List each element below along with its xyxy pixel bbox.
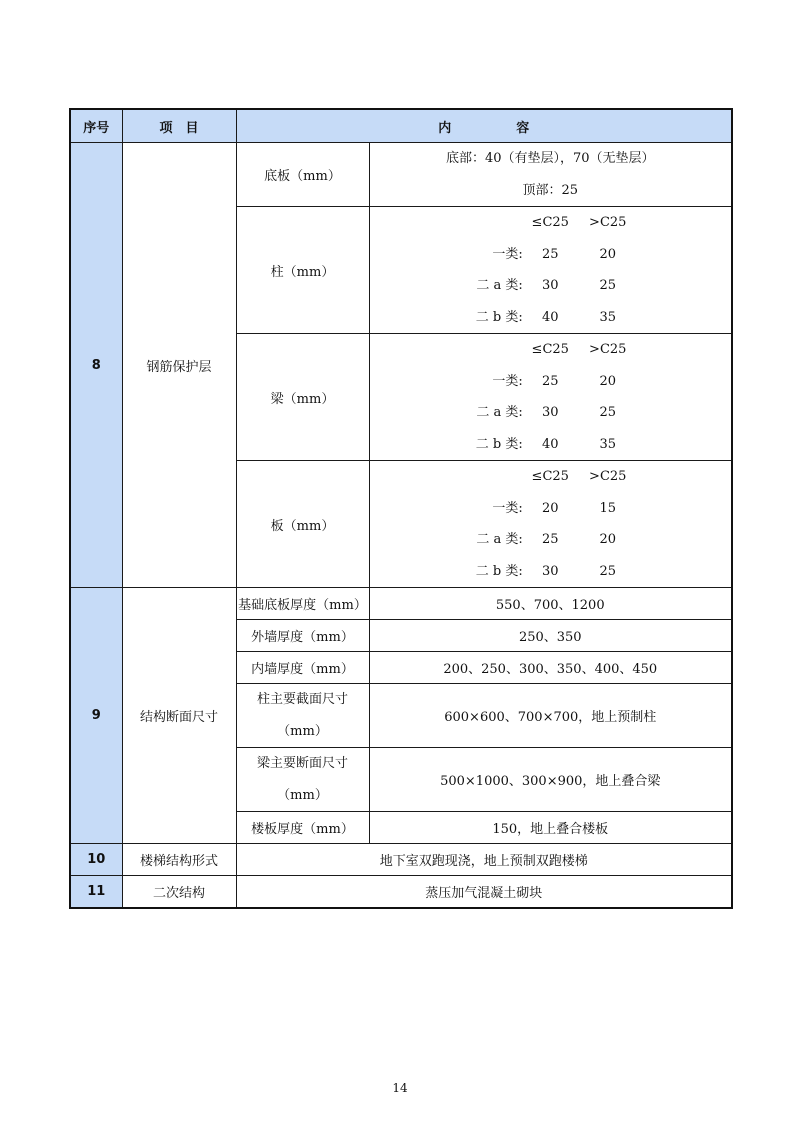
label-line: （mm） bbox=[277, 787, 328, 803]
grid-row bbox=[370, 270, 732, 302]
grid-row bbox=[370, 493, 732, 525]
page-number: 14 bbox=[392, 1081, 408, 1095]
sub-item-value bbox=[369, 143, 732, 207]
env-class: 一类: bbox=[492, 500, 523, 516]
env-class: 二 b 类: bbox=[475, 309, 523, 325]
grid-header bbox=[370, 461, 732, 493]
env-class: 一类: bbox=[492, 373, 523, 389]
cover-value: 40 bbox=[541, 436, 559, 452]
row-item: 楼梯结构形式 bbox=[122, 844, 236, 876]
env-class: 二 b 类: bbox=[475, 563, 523, 579]
env-class: 二 b 类: bbox=[475, 436, 523, 452]
cover-value: 15 bbox=[599, 500, 617, 516]
cover-value: 20 bbox=[599, 373, 617, 389]
row-item: 二次结构 bbox=[122, 876, 236, 908]
row-number: 8 bbox=[70, 143, 122, 588]
table-header-row bbox=[70, 109, 732, 143]
spec-table bbox=[69, 108, 733, 909]
sub-item-label: 板（mm） bbox=[236, 461, 369, 588]
cover-value: 20 bbox=[599, 246, 617, 262]
grid-row bbox=[370, 429, 732, 461]
sub-item-label: 基础底板厚度（mm） bbox=[236, 588, 369, 620]
sub-item-value: 500×1000、300×900，地上叠合梁 bbox=[369, 748, 732, 812]
row-number: 9 bbox=[70, 588, 122, 844]
value-line: 底部：40（有垫层），70（无垫层） bbox=[445, 151, 655, 166]
row-item: 钢筋保护层 bbox=[122, 143, 236, 588]
cover-value: 30 bbox=[541, 563, 559, 579]
grid-row bbox=[370, 556, 732, 588]
grade-high: >C25 bbox=[589, 342, 627, 357]
sub-item-label bbox=[236, 748, 369, 812]
header-no: 序号 bbox=[70, 109, 122, 143]
row-value: 蒸压加气混凝土砌块 bbox=[236, 876, 732, 908]
sub-item-label: 楼板厚度（mm） bbox=[236, 812, 369, 844]
row-item: 结构断面尺寸 bbox=[122, 588, 236, 844]
grade-low: ≤C25 bbox=[531, 469, 569, 484]
sub-item-value: 600×600、700×700，地上预制柱 bbox=[369, 684, 732, 748]
sub-item-label: 梁（mm） bbox=[236, 334, 369, 461]
env-class: 一类: bbox=[492, 246, 523, 262]
row-value: 地下室双跑现浇，地上预制双跑楼梯 bbox=[236, 844, 732, 876]
cover-value: 25 bbox=[541, 373, 559, 389]
sub-item-value: 200、250、300、350、400、450 bbox=[369, 652, 732, 684]
label-line: 柱主要截面尺寸 bbox=[256, 692, 348, 707]
sub-item-label: 柱（mm） bbox=[236, 207, 369, 334]
env-class: 二 a 类: bbox=[476, 532, 523, 547]
cover-grid bbox=[369, 334, 732, 461]
table-row bbox=[70, 588, 732, 620]
env-class: 二 a 类: bbox=[476, 278, 523, 293]
label-line: 梁主要断面尺寸 bbox=[256, 756, 348, 771]
sub-item-label bbox=[236, 684, 369, 748]
grid-row bbox=[370, 397, 732, 429]
sub-item-value: 250、350 bbox=[369, 620, 732, 652]
cover-grid bbox=[369, 461, 732, 588]
cover-value: 25 bbox=[541, 532, 559, 547]
cover-value: 25 bbox=[541, 246, 559, 262]
sub-item-value: 550、700、1200 bbox=[369, 588, 732, 620]
cover-value: 30 bbox=[541, 405, 559, 420]
sub-item-label: 内墙厚度（mm） bbox=[236, 652, 369, 684]
cover-value: 25 bbox=[599, 405, 617, 420]
table-row bbox=[70, 876, 732, 908]
grade-low: ≤C25 bbox=[531, 342, 569, 357]
header-content: 内 容 bbox=[236, 109, 732, 143]
label-line: （mm） bbox=[277, 723, 328, 739]
sub-item-label: 外墙厚度（mm） bbox=[236, 620, 369, 652]
table-row bbox=[70, 844, 732, 876]
cover-grid bbox=[369, 207, 732, 334]
grid-row bbox=[370, 239, 732, 271]
cover-value: 25 bbox=[599, 278, 617, 293]
grade-low: ≤C25 bbox=[531, 215, 569, 230]
sub-item-label: 底板（mm） bbox=[236, 143, 369, 207]
cover-value: 25 bbox=[599, 563, 617, 579]
table-row bbox=[70, 143, 732, 207]
grid-header bbox=[370, 334, 732, 366]
cover-value: 40 bbox=[541, 309, 559, 325]
grid-row bbox=[370, 366, 732, 398]
header-item: 项 目 bbox=[122, 109, 236, 143]
value-line: 顶部：25 bbox=[522, 182, 579, 198]
cover-value: 20 bbox=[541, 500, 559, 516]
cover-value: 30 bbox=[541, 278, 559, 293]
cover-value: 20 bbox=[599, 532, 617, 547]
row-number: 10 bbox=[70, 844, 122, 876]
cover-value: 35 bbox=[599, 436, 617, 452]
row-number: 11 bbox=[70, 876, 122, 908]
grid-header bbox=[370, 207, 732, 239]
cover-value: 35 bbox=[599, 309, 617, 325]
env-class: 二 a 类: bbox=[476, 405, 523, 420]
grade-high: >C25 bbox=[589, 469, 627, 484]
sub-item-value: 150，地上叠合楼板 bbox=[369, 812, 732, 844]
grid-row bbox=[370, 302, 732, 334]
grade-high: >C25 bbox=[589, 215, 627, 230]
grid-row bbox=[370, 524, 732, 556]
